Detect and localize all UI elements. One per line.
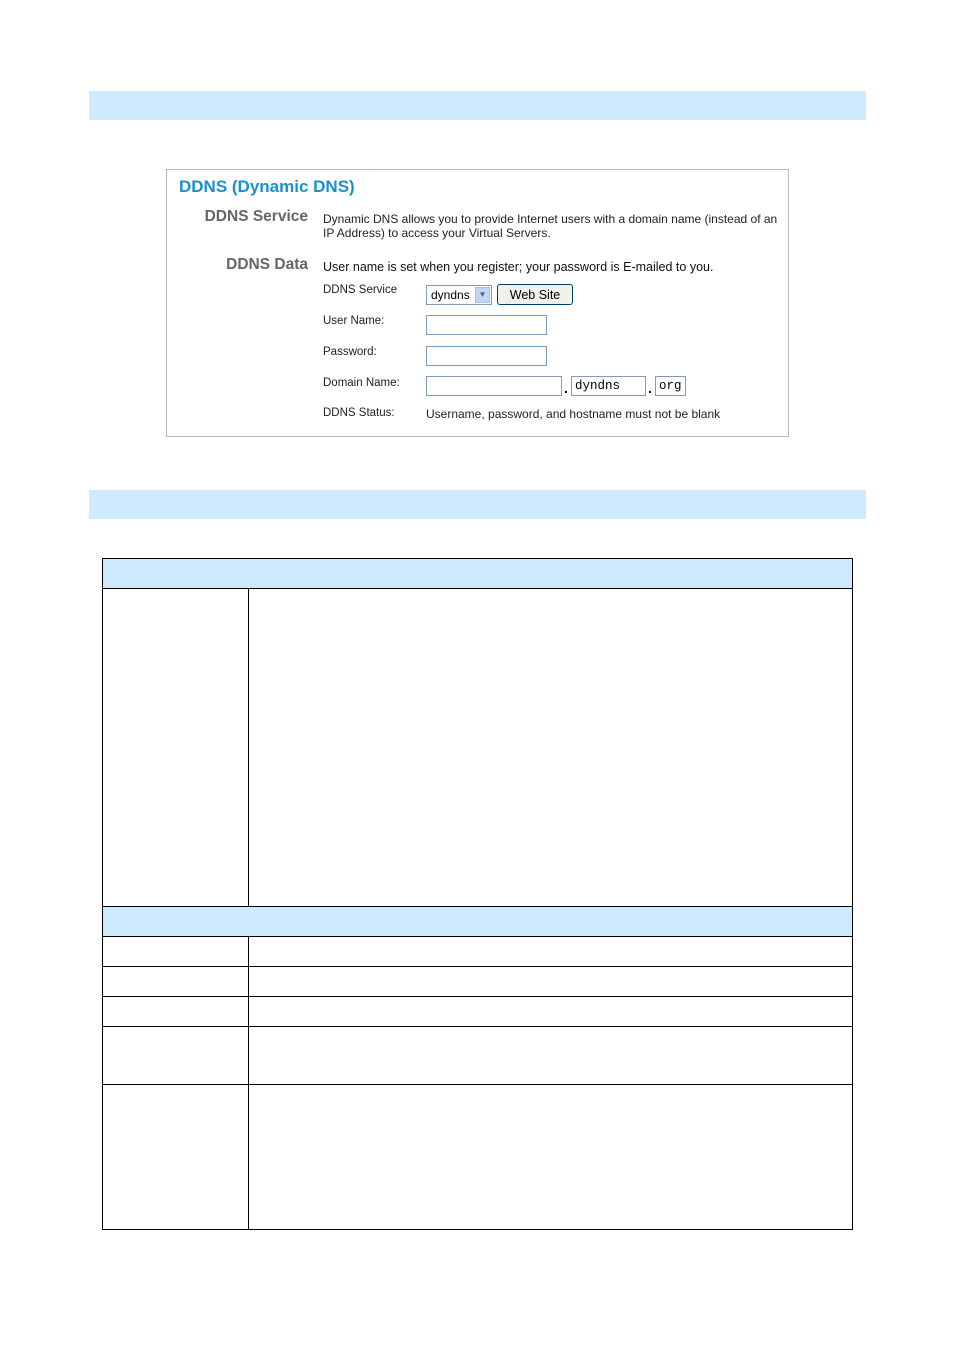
password-input[interactable]: [426, 346, 547, 366]
table-column-divider: [248, 588, 249, 907]
table-row-divider: [102, 906, 853, 907]
section-header-band: [89, 490, 866, 519]
domain-tld-input[interactable]: [655, 376, 686, 396]
table-border: [102, 1229, 853, 1230]
ddns-service-select[interactable]: [426, 285, 492, 305]
table-border: [102, 558, 853, 559]
table-row-divider: [102, 1084, 853, 1085]
table-row-divider: [102, 936, 853, 937]
web-site-button[interactable]: Web Site: [497, 284, 573, 305]
table-row-divider: [102, 588, 853, 589]
ddns-data-section-label: DDNS Data: [226, 256, 308, 273]
domain-name-label: Domain Name:: [323, 377, 400, 389]
section-header-band: [89, 91, 866, 120]
ddns-service-section-label: DDNS Service: [204, 208, 308, 225]
user-name-label: User Name:: [323, 315, 385, 327]
domain-middle-input[interactable]: [571, 376, 646, 396]
table-border: [102, 558, 103, 1230]
ddns-status-value: Username, password, and hostname must not be blank: [426, 407, 721, 421]
ddns-status-label: DDNS Status:: [323, 407, 395, 419]
ddns-service-description: Dynamic DNS allows you to provide Internet users with a domain name (instead of an IP Address) to access your Virtual Servers.: [323, 212, 778, 240]
table-column-divider: [248, 936, 249, 1230]
table-subheader-row: [103, 907, 852, 936]
password-label: Password:: [323, 346, 377, 358]
table-row-divider: [102, 1026, 853, 1027]
settings-table: [102, 558, 853, 1230]
domain-separator: .: [648, 380, 652, 396]
ddns-service-label: DDNS Service: [323, 284, 398, 296]
ddns-service-selected: dyndns: [431, 288, 470, 302]
user-name-input[interactable]: [426, 315, 547, 335]
table-row-divider: [102, 966, 853, 967]
table-row-divider: [102, 996, 853, 997]
table-border: [852, 558, 853, 1230]
table-header-row: [103, 559, 852, 588]
panel-title: DDNS (Dynamic DNS): [179, 177, 355, 196]
ddns-panel: [166, 169, 789, 437]
ddns-data-intro: User name is set when you register; your password is E-mailed to you.: [323, 260, 714, 274]
domain-separator: .: [564, 380, 568, 396]
chevron-down-icon[interactable]: ▼: [475, 287, 490, 303]
domain-host-input[interactable]: [426, 376, 562, 396]
